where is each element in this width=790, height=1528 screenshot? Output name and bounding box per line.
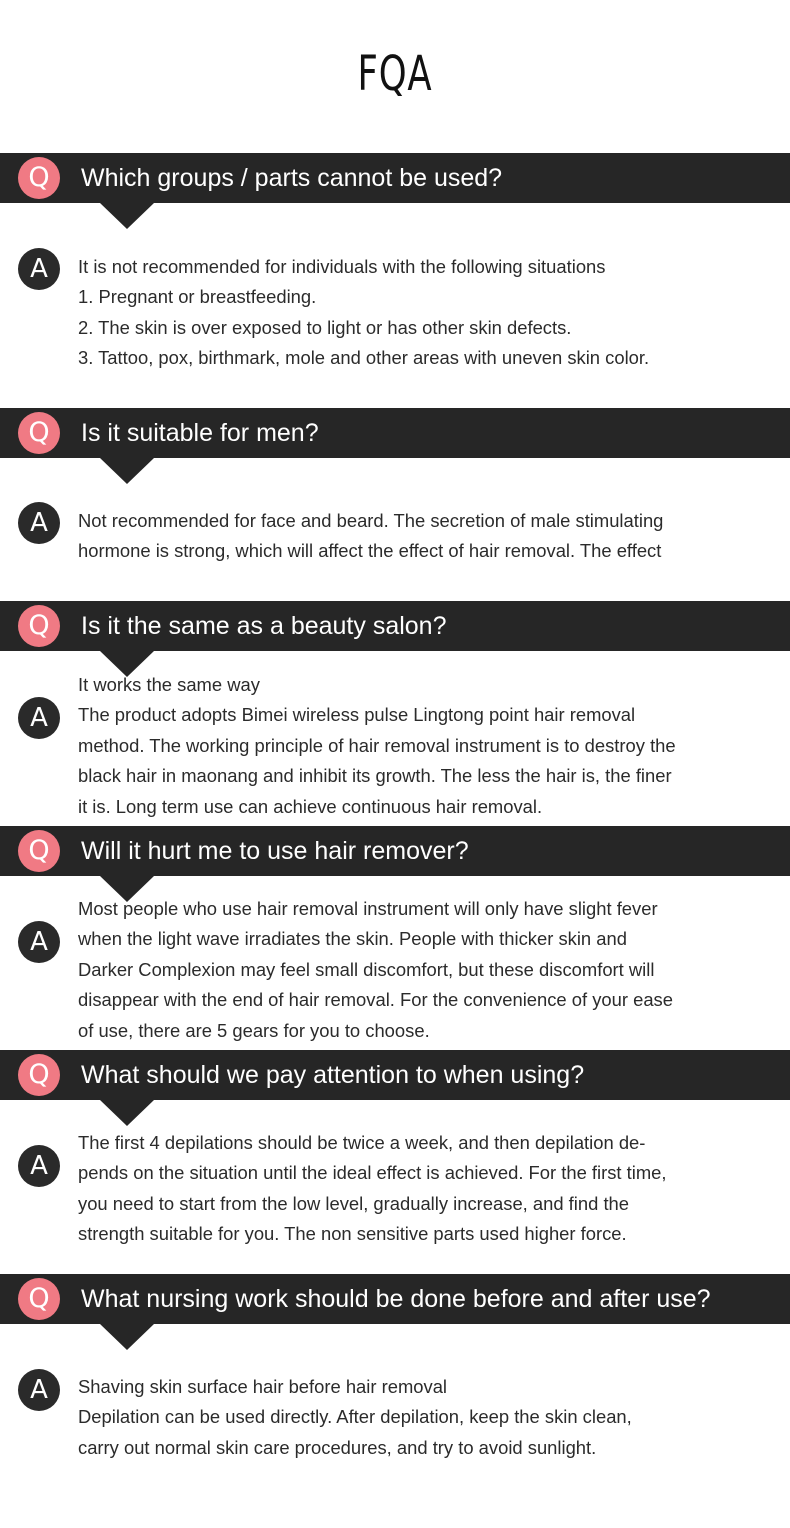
answer-line: 1. Pregnant or breastfeeding. bbox=[78, 286, 317, 308]
page-title: FQA bbox=[357, 46, 433, 102]
answer-line: when the light wave irradiates the skin. People with thicker skin and bbox=[78, 928, 627, 950]
answer-line: hormone is strong, which will affect the effect of hair removal. The effect bbox=[78, 540, 662, 562]
question-pointer bbox=[100, 1324, 154, 1350]
faq-question-text: Is it suitable for men? bbox=[81, 419, 319, 447]
answer-line: Most people who use hair removal instrument will only have slight fever bbox=[78, 898, 658, 919]
answer-a-icon: A bbox=[18, 502, 60, 544]
answer-line: Depilation can be used directly. After depilation, keep the skin clean, bbox=[78, 1406, 632, 1428]
faq-question-bar bbox=[0, 153, 790, 203]
answer-line: 2. The skin is over exposed to light or has other skin defects. bbox=[78, 316, 572, 338]
answer-line: method. The working principle of hair removal instrument is to destroy the bbox=[78, 734, 676, 756]
answer-line: of use, there are 5 gears for you to choose. bbox=[78, 1019, 430, 1041]
answer-line: carry out normal skin care procedures, and try to avoid sunlight. bbox=[78, 1436, 597, 1458]
answer-a-icon: A bbox=[18, 1369, 60, 1411]
answer-line: It is not recommended for individuals with the following situations bbox=[78, 256, 606, 277]
answer-line: black hair in maonang and inhibit its growth. The less the hair is, the finer bbox=[78, 765, 672, 787]
faq-answer bbox=[78, 1372, 768, 1463]
answer-a-icon: A bbox=[18, 921, 60, 963]
answer-a-icon: A bbox=[18, 697, 60, 739]
answer-a-icon: A bbox=[18, 248, 60, 290]
faq-question-text: What should we pay attention to when using? bbox=[81, 1061, 585, 1089]
answer-line: disappear with the end of hair removal. For the convenience of your ease bbox=[78, 989, 673, 1011]
question-q-icon: Q bbox=[18, 1054, 60, 1096]
answer-line: 3. Tattoo, pox, birthmark, mole and other areas with uneven skin color. bbox=[78, 347, 650, 369]
answer-line: Shaving skin surface hair before hair removal bbox=[78, 1376, 448, 1397]
faq-answer bbox=[78, 894, 768, 1046]
faq-question-text: Which groups / parts cannot be used? bbox=[81, 164, 503, 192]
faq-answer bbox=[78, 506, 768, 567]
answer-a-icon: A bbox=[18, 1145, 60, 1187]
question-q-icon: Q bbox=[18, 830, 60, 872]
faq-answer bbox=[78, 252, 768, 374]
faq-question-bar bbox=[0, 826, 790, 876]
faq-question-text: Is it the same as a beauty salon? bbox=[81, 612, 447, 640]
answer-line: you need to start from the low level, gradually increase, and find the bbox=[78, 1192, 630, 1214]
question-q-icon: Q bbox=[18, 605, 60, 647]
answer-line: It works the same way bbox=[78, 674, 260, 695]
faq-answer bbox=[78, 1128, 768, 1250]
faq-question-text: Will it hurt me to use hair remover? bbox=[81, 837, 469, 865]
question-pointer bbox=[100, 203, 154, 229]
faq-question-bar bbox=[0, 408, 790, 458]
question-pointer bbox=[100, 1100, 154, 1126]
answer-line: Darker Complexion may feel small discomfort, but these discomfort will bbox=[78, 958, 655, 980]
question-q-icon: Q bbox=[18, 1278, 60, 1320]
question-pointer bbox=[100, 458, 154, 484]
faq-question-bar bbox=[0, 601, 790, 651]
faq-question-bar bbox=[0, 1050, 790, 1100]
answer-line: it is. Long term use can achieve continuous hair removal. bbox=[78, 795, 543, 817]
question-q-icon: Q bbox=[18, 412, 60, 454]
faq-answer bbox=[78, 670, 768, 822]
answer-line: pends on the situation until the ideal effect is achieved. For the first time, bbox=[78, 1162, 667, 1184]
faq-question-bar bbox=[0, 1274, 790, 1324]
question-q-icon: Q bbox=[18, 157, 60, 199]
answer-line: Not recommended for face and beard. The secretion of male stimulating bbox=[78, 510, 664, 531]
answer-line: The product adopts Bimei wireless pulse Lingtong point hair removal bbox=[78, 704, 636, 726]
faq-question-text: What nursing work should be done before and after use? bbox=[81, 1285, 711, 1313]
answer-line: The first 4 depilations should be twice a week, and then depilation de- bbox=[78, 1132, 646, 1153]
answer-line: strength suitable for you. The non sensitive parts used higher force. bbox=[78, 1223, 627, 1245]
